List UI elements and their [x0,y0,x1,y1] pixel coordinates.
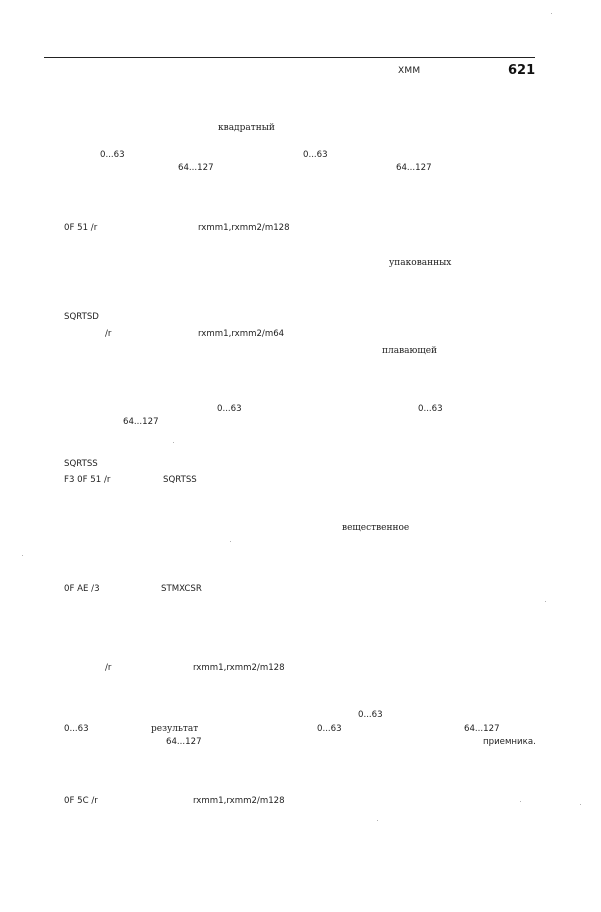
text-line: 0...63 [217,404,242,414]
instruction-name: SQRTSS [64,459,98,469]
scan-speck [551,13,552,14]
opcode-text: 0F 51 /r [64,223,98,233]
text-line: результат [151,724,199,734]
opcode-text: 0F 5C /r [64,796,98,806]
opcode-text: /r [105,329,112,339]
text-line: 0...63 [100,150,125,160]
page-number: 621 [508,63,536,78]
text-line: 0...63 [358,710,383,720]
text-line: 64...127 [178,163,214,173]
scan-speck [580,804,581,805]
text-line: вещественное [342,523,410,533]
scan-speck [520,801,521,802]
instruction-name: SQRTSS [163,475,197,485]
text-line: приемника. [483,737,536,747]
instruction-name: SQRTSD [64,312,99,322]
text-line: 64...127 [123,417,159,427]
text-line: упакованных [389,258,452,268]
instruction-name: STMXCSR [161,584,202,594]
scan-speck [377,820,378,821]
opcode-text: F3 0F 51 /r [64,475,111,485]
text-line: плавающей [382,346,438,356]
opcode-text: /r [105,663,112,673]
text-line: 64...127 [464,724,500,734]
opcode-text: 0F AE /3 [64,584,100,594]
operand-text: rxmm1,rxmm2/m64 [198,329,285,339]
scan-speck [230,541,231,542]
scan-speck [22,555,23,556]
text-line: 0...63 [303,150,328,160]
text-line: 64...127 [166,737,202,747]
text-line: 64...127 [396,163,432,173]
scan-speck [173,442,174,443]
header-rule [44,57,535,58]
text-line: 0...63 [317,724,342,734]
operand-text: rxmm1,rxmm2/m128 [193,663,285,673]
scan-speck [545,601,546,602]
operand-text: rxmm1,rxmm2/m128 [193,796,285,806]
text-line: 0...63 [64,724,89,734]
operand-text: rxmm1,rxmm2/m128 [198,223,290,233]
text-line: 0...63 [418,404,443,414]
header-title: XMM [398,66,421,76]
text-line: квадратный [218,123,275,133]
